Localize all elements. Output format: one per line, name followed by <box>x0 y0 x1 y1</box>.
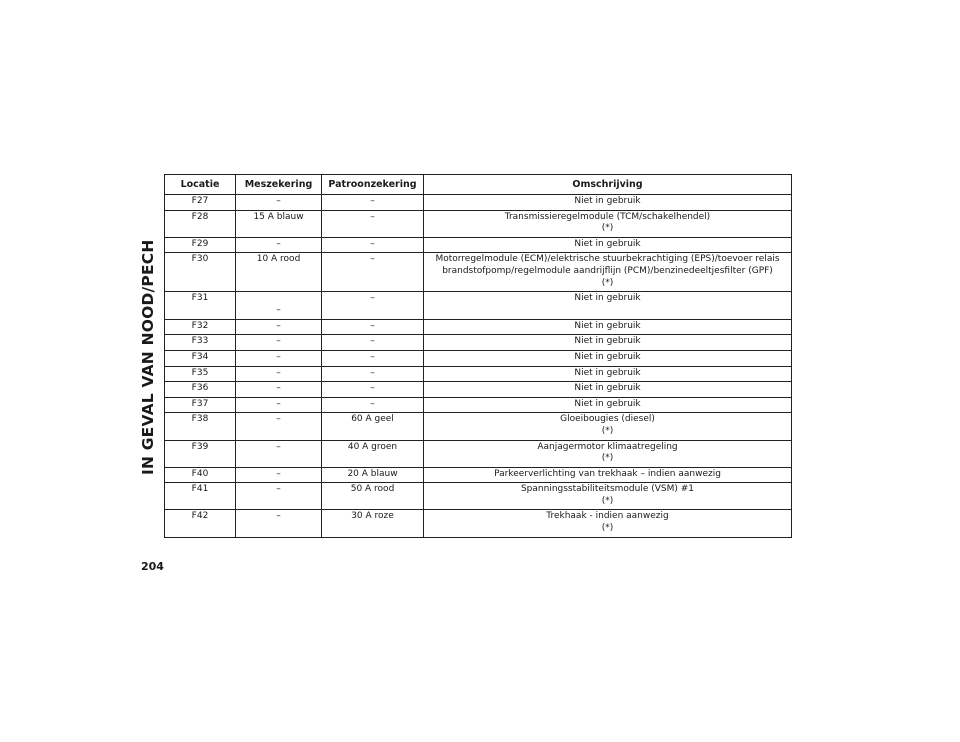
cell-omschrijving: Trekhaak - indien aanwezig (*) <box>424 510 792 537</box>
cell-omschrijving: Niet in gebruik <box>424 335 792 351</box>
cell-omschrijving: Parkeerverlichting van trekhaak – indien aanwezig <box>424 467 792 483</box>
table-row <box>165 195 792 211</box>
cell-meszekering: – <box>236 237 322 253</box>
cell-locatie: F32 <box>165 319 236 335</box>
table-row <box>165 210 792 237</box>
table-body <box>165 195 792 538</box>
cell-meszekering: – <box>236 413 322 440</box>
table-row <box>165 366 792 382</box>
cell-patroonzekering: 60 A geel <box>322 413 424 440</box>
cell-meszekering: – <box>236 366 322 382</box>
cell-omschrijving: Niet in gebruik <box>424 382 792 398</box>
cell-locatie: F27 <box>165 195 236 211</box>
section-title: IN GEVAL VAN NOOD/PECH <box>139 239 157 475</box>
cell-omschrijving: Niet in gebruik <box>424 366 792 382</box>
cell-meszekering: – <box>236 350 322 366</box>
cell-meszekering: 15 A blauw <box>236 210 322 237</box>
cell-locatie: F41 <box>165 483 236 510</box>
cell-patroonzekering: 50 A rood <box>322 483 424 510</box>
cell-omschrijving: Niet in gebruik <box>424 237 792 253</box>
cell-meszekering: – <box>236 292 322 320</box>
cell-locatie: F34 <box>165 350 236 366</box>
table-row <box>165 382 792 398</box>
cell-omschrijving: Niet in gebruik <box>424 195 792 211</box>
cell-patroonzekering: – <box>322 210 424 237</box>
cell-patroonzekering: – <box>322 397 424 413</box>
cell-meszekering: – <box>236 382 322 398</box>
cell-meszekering: 10 A rood <box>236 253 322 292</box>
header-locatie: Locatie <box>165 175 236 195</box>
table-row <box>165 335 792 351</box>
page-number: 204 <box>141 560 164 573</box>
table-row <box>165 237 792 253</box>
table-row <box>165 440 792 467</box>
table-row <box>165 292 792 320</box>
cell-locatie: F42 <box>165 510 236 537</box>
header-meszekering: Meszekering <box>236 175 322 195</box>
cell-locatie: F40 <box>165 467 236 483</box>
cell-patroonzekering: 40 A groen <box>322 440 424 467</box>
table-row <box>165 350 792 366</box>
table-row <box>165 413 792 440</box>
cell-omschrijving: Niet in gebruik <box>424 397 792 413</box>
cell-meszekering: – <box>236 483 322 510</box>
table-row <box>165 319 792 335</box>
cell-patroonzekering: – <box>322 382 424 398</box>
cell-patroonzekering: – <box>322 292 424 320</box>
cell-locatie: F37 <box>165 397 236 413</box>
cell-locatie: F36 <box>165 382 236 398</box>
cell-meszekering: – <box>236 440 322 467</box>
cell-omschrijving: Aanjagermotor klimaatregeling (*) <box>424 440 792 467</box>
cell-omschrijving: Motorregelmodule (ECM)/elektrische stuurbekrachtiging (EPS)/toevoer relais brandstofpomp/regelmodule aandrijflijn (PCM)/benzinedeeltjesfilter (GPF) (*) <box>424 253 792 292</box>
cell-omschrijving: Gloeibougies (diesel) (*) <box>424 413 792 440</box>
cell-omschrijving: Niet in gebruik <box>424 350 792 366</box>
table-row <box>165 510 792 537</box>
cell-patroonzekering: – <box>322 335 424 351</box>
cell-locatie: F38 <box>165 413 236 440</box>
cell-patroonzekering: – <box>322 350 424 366</box>
cell-locatie: F29 <box>165 237 236 253</box>
cell-locatie: F30 <box>165 253 236 292</box>
table-row <box>165 253 792 292</box>
header-patroonzekering: Patroonzekering <box>322 175 424 195</box>
cell-patroonzekering: – <box>322 237 424 253</box>
cell-patroonzekering: 30 A roze <box>322 510 424 537</box>
table-row <box>165 397 792 413</box>
cell-meszekering: – <box>236 195 322 211</box>
cell-locatie: F35 <box>165 366 236 382</box>
cell-patroonzekering: – <box>322 195 424 211</box>
cell-locatie: F33 <box>165 335 236 351</box>
cell-omschrijving: Spanningsstabiliteitsmodule (VSM) #1 (*) <box>424 483 792 510</box>
cell-meszekering: – <box>236 335 322 351</box>
cell-meszekering: – <box>236 467 322 483</box>
cell-meszekering: – <box>236 510 322 537</box>
cell-locatie: F28 <box>165 210 236 237</box>
cell-patroonzekering: – <box>322 253 424 292</box>
cell-omschrijving: Niet in gebruik <box>424 319 792 335</box>
header-omschrijving: Omschrijving <box>424 175 792 195</box>
table-row <box>165 483 792 510</box>
cell-locatie: F39 <box>165 440 236 467</box>
cell-meszekering: – <box>236 319 322 335</box>
table-row <box>165 467 792 483</box>
cell-omschrijving: Transmissieregelmodule (TCM/schakelhendel) (*) <box>424 210 792 237</box>
cell-patroonzekering: – <box>322 319 424 335</box>
cell-patroonzekering: 20 A blauw <box>322 467 424 483</box>
fuse-table <box>164 174 792 538</box>
cell-patroonzekering: – <box>322 366 424 382</box>
cell-omschrijving: Niet in gebruik <box>424 292 792 320</box>
cell-meszekering: – <box>236 397 322 413</box>
table-header-row <box>165 175 792 195</box>
cell-locatie: F31 <box>165 292 236 320</box>
